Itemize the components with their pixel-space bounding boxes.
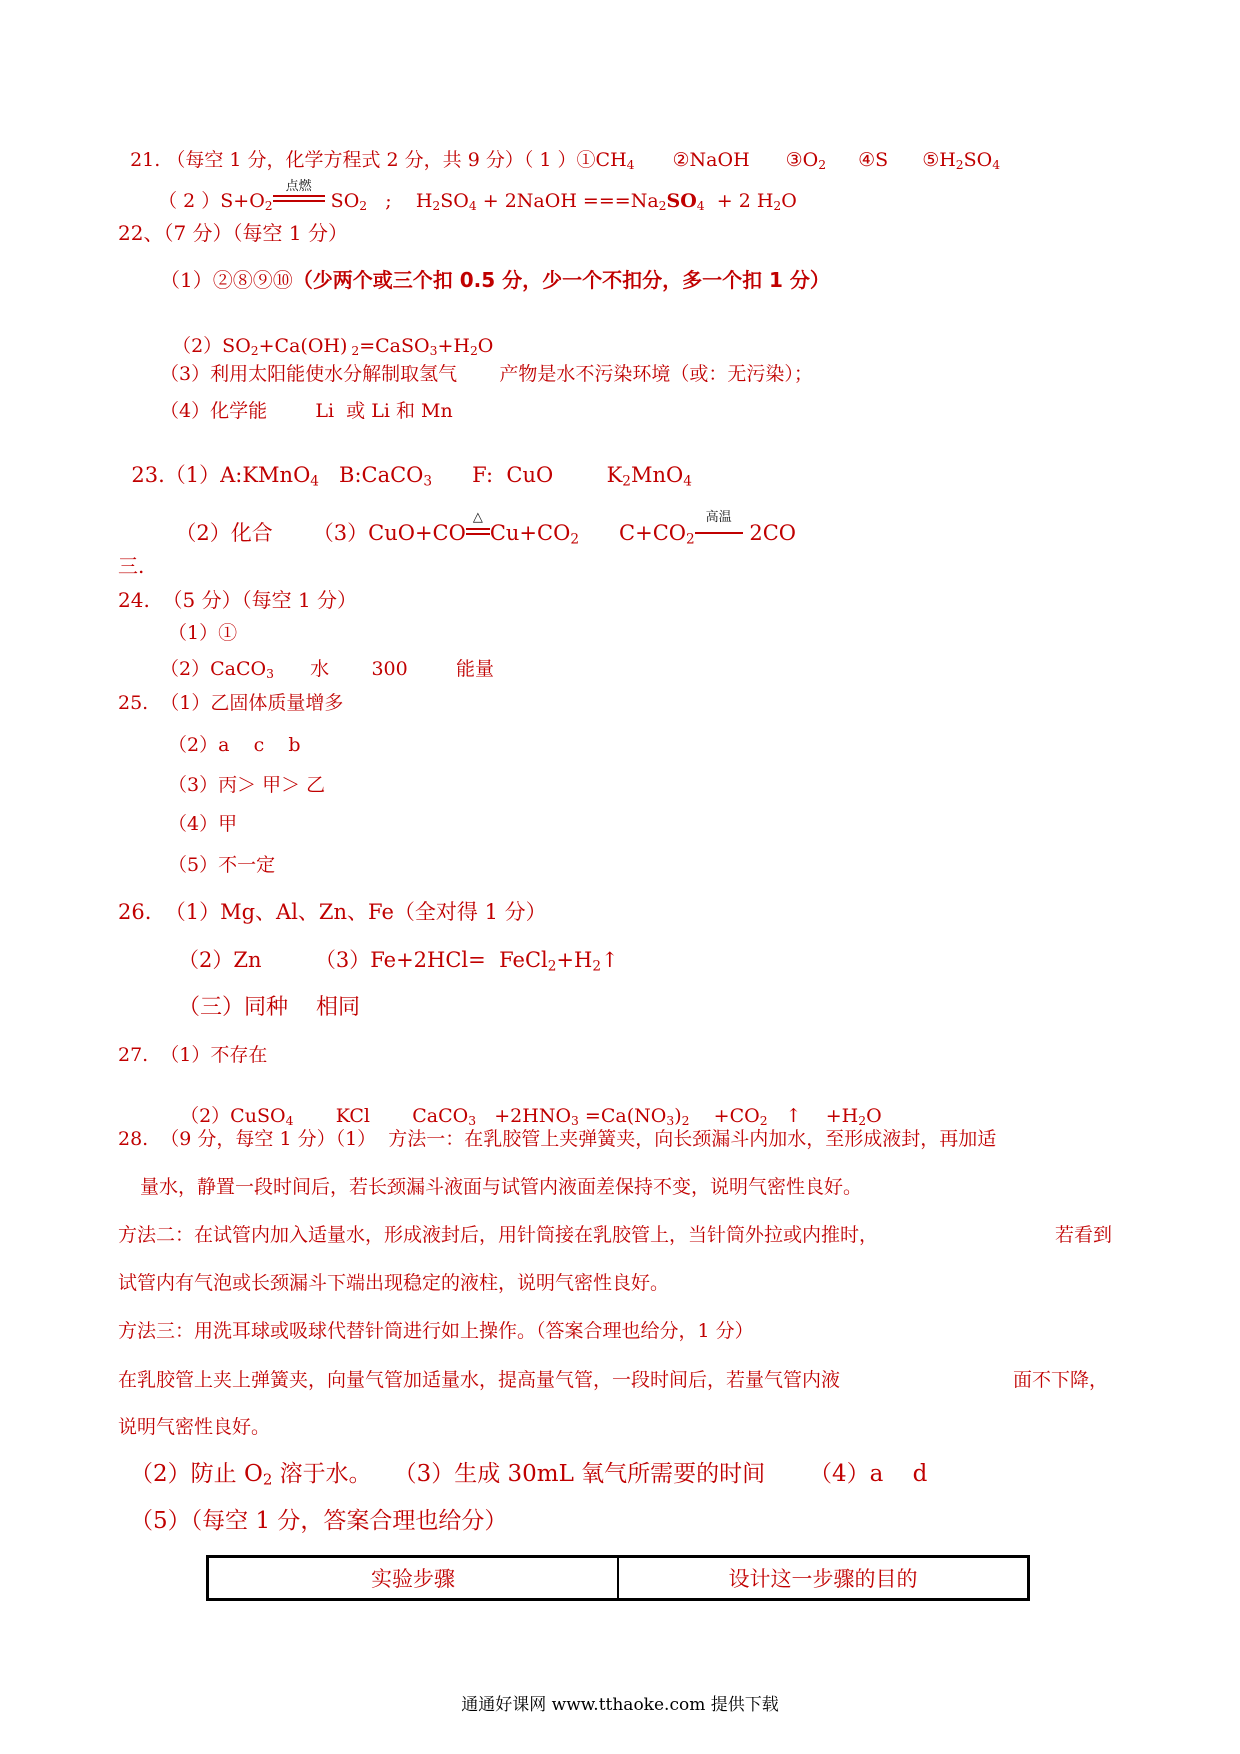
- q28-line6b: 面不下降，: [1013, 1369, 1109, 1391]
- q28-line4: 试管内有气泡或长颈漏斗下端出现稳定的液柱，说明气密性良好。: [118, 1272, 670, 1294]
- table-header-steps: 实验步骤: [371, 1567, 455, 1591]
- experiment-table: [206, 1555, 1030, 1601]
- table-header-purpose: 设计这一步骤的目的: [617, 1558, 1027, 1598]
- q21-a5: $⑤H_2SO_4$: [922, 149, 1001, 173]
- q21-a4: ④S: [858, 149, 889, 171]
- q28-line8: （2）防止 $O_2$ 溶于水。 （3）生成 30mL 氧气所需要的时间 （4）a d: [130, 1461, 928, 1489]
- q25-line3: （3）丙＞ 甲＞ 乙: [168, 774, 326, 796]
- q25-line5: （5）不一定: [168, 854, 276, 876]
- q28-line5: 方法三：用洗耳球或吸球代替针筒进行如上操作。（答案合理也给分，1 分）: [118, 1320, 754, 1342]
- q21-a1: $①CH_4$: [576, 149, 635, 173]
- q24-line1: （1）①: [168, 622, 238, 644]
- reaction-condition-ignite: 点燃: [273, 192, 325, 211]
- q23-line2: （2）化合 （3）CuO+CO △ $Cu+CO_2$ $C+CO_2$ 高温 2CO: [175, 509, 797, 548]
- q24-line2: （2）CaCO$_3$ 水 300 能量: [160, 658, 495, 682]
- q27-line1: 27. （1）不存在: [118, 1044, 268, 1066]
- page-footer: 通通好课网 www.tthaoke.com 提供下载: [461, 1695, 779, 1715]
- section-three: 三.: [118, 554, 145, 578]
- reaction-condition-high-temp: 高温: [695, 523, 743, 544]
- q21-line1: [118, 132, 1001, 173]
- q22-line2: $(2)SO_2+Ca(OH)$ $_2=CaSO_3+H_2O$: [172, 335, 494, 359]
- q21-head: 21. （每空 1 分，化学方程式 2 分，共 9 分）（ 1 ）: [130, 149, 577, 171]
- q24-title: 24. （5 分）（每空 1 分）: [118, 588, 358, 612]
- q28-line1: 28. （9 分，每空 1 分）（1） 方法一：在乳胶管上夹弹簧夹，向长颈漏斗内加水，至形成液封，再加适: [118, 1128, 997, 1150]
- q27-line2: （2）CuSO$_4$ KCl CaCO$_3$ $+2HNO_3 =Ca(NO_3)_2$ $+CO_2$ ↑ $+H_2O$: [180, 1105, 882, 1129]
- q22-line1: （1）②⑧⑨⑩（少两个或三个扣 0.5 分，少一个不扣分，多一个扣 1 分）: [160, 268, 830, 292]
- q21-line2: （ 2 ）$S+O_2$ 点燃 $SO_2$ ; $H_2SO_4$ + 2NaOH $===Na_2SO_4 + 2$ $H_2O$: [158, 178, 797, 214]
- q28-line3a: 方法二：在试管内加入适量水，形成液封后，用针筒接在乳胶管上，当针筒外拉或内推时，: [118, 1224, 879, 1246]
- q25-line4: （4）甲: [168, 813, 238, 835]
- q28-line3b: 若看到: [1055, 1224, 1113, 1246]
- q26-line1: 26. （1）Mg、Al、Zn、Fe（全对得 1 分）: [118, 900, 547, 924]
- q28-line2: 量水，静置一段时间后，若长颈漏斗液面与试管内液面差保持不变，说明气密性良好。: [140, 1176, 863, 1198]
- q22-title: 22、（7 分）（每空 1 分）: [118, 221, 348, 245]
- q21-a3: $③O_2$: [785, 149, 827, 173]
- q28-line9: （5）（每空 1 分，答案合理也给分）: [130, 1508, 508, 1534]
- q26-line2: （2）Zn $(3)Fe+2HCl= FeCl_2+H_2↑$: [178, 948, 619, 975]
- q21-a2: ②NaOH: [672, 149, 750, 171]
- q25-line1: 25. （1）乙固体质量增多: [118, 692, 344, 714]
- q22-line4: （4）化学能 Li 或 Li 和 Mn: [160, 400, 453, 422]
- reaction-condition-heat: △: [466, 523, 490, 544]
- q28-line7: 说明气密性良好。: [118, 1416, 271, 1438]
- q28-line6a: 在乳胶管上夹上弹簧夹，向量气管加适量水，提高量气管，一段时间后，若量气管内液: [118, 1369, 841, 1391]
- q25-line2: （2）a c b: [168, 734, 301, 756]
- q26-line3: （三）同种 相同: [178, 995, 360, 1020]
- q23-line1: 23.（1）A:KMnO$_4$ B:CaCO$_3$ F: CuO $K_2MnO_4$: [131, 463, 692, 490]
- q22-line3: （3）利用太阳能使水分解制取氢气 产物是水不污染环境（或：无污染）；: [160, 363, 813, 385]
